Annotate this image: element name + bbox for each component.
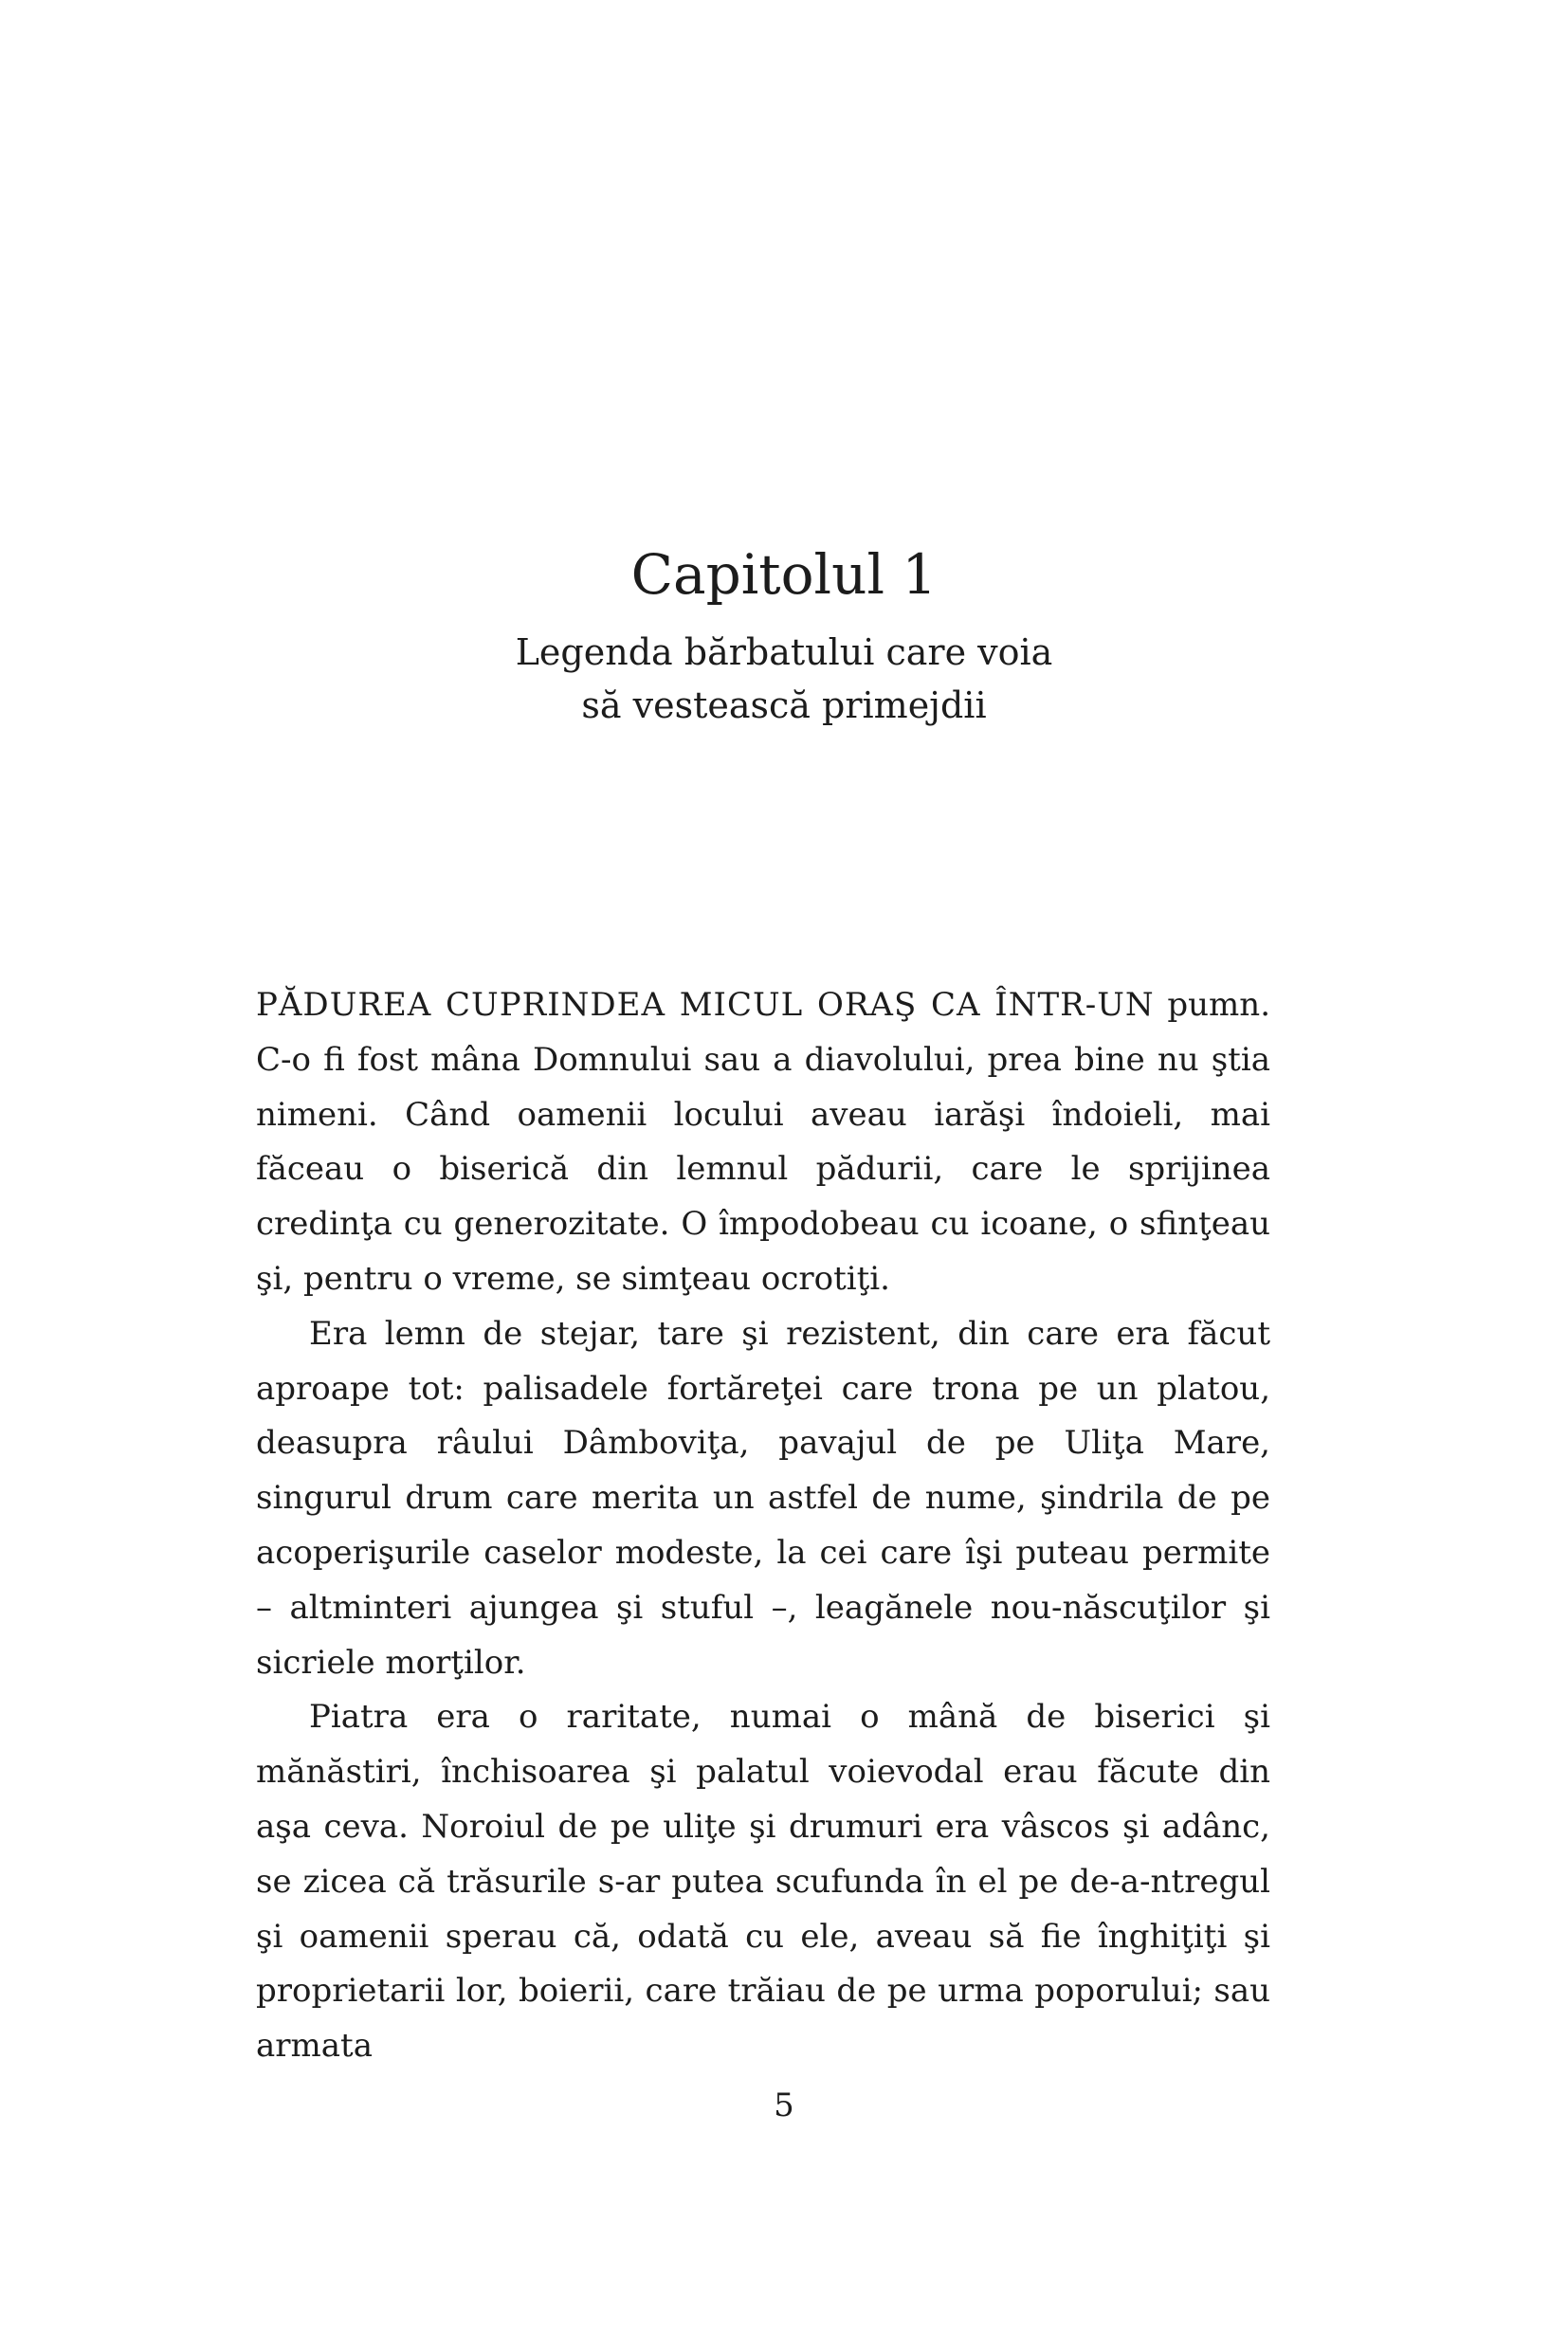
chapter-subtitle-line: să vestească primejdii: [581, 684, 987, 726]
page-number: 5: [774, 2087, 794, 2124]
body-text: [256, 978, 1270, 2074]
paragraph: [256, 978, 1270, 1307]
chapter-heading: [0, 537, 1568, 732]
chapter-subtitle-line: Legenda bărbatului care voia: [515, 631, 1053, 673]
paragraph: Piatra era o raritate, numai o mână de biserici şi mănăstiri, închisoarea şi palatul voievodal erau făcute din aşa ceva. Noroiul de pe uliţe şi drumuri era vâscos şi adânc, se zicea că trăsurile s-ar putea scufunda în el pe de-a-ntregul şi oamenii sperau că, odată cu ele, aveau să fie înghiţiţi şi proprietarii lor, boierii, care trăiau de pe urma poporului; sau armata: [256, 1698, 1270, 2066]
paragraph-text: pumn. C-o fi fost mâna Domnului sau a diavolului, prea bine nu ştia nimeni. Când oamenii locului aveau iarăşi îndoieli, mai făceau o biserică din lemnul pădurii, care le sprijinea credinţa cu generozitate. O împodobeau cu icoane, o sfinţeau şi, pentru o vreme, se simţeau ocrotiţi.: [256, 986, 1270, 1298]
paragraph: Era lemn de stejar, tare şi rezistent, din care era făcut aproape tot: palisadele fortăreţei care trona pe un platou, deasupra râului Dâmboviţa, pavajul de pe Uliţa Mare, singurul drum care merita un astfel de nume, şindrila de pe acoperişurile caselor modeste, la cei care îşi puteau permite – altminteri ajungea şi stuful –, leagănele nou-născuţilor şi sicriele morţilor.: [256, 1314, 1270, 1682]
chapter-title: Capitolul 1: [630, 542, 938, 607]
paragraph-lead-caps: PĂDUREA CUPRINDEA MICUL ORAŞ CA ÎNTR-UN: [256, 986, 1155, 1024]
chapter-subtitle: [0, 626, 1568, 732]
